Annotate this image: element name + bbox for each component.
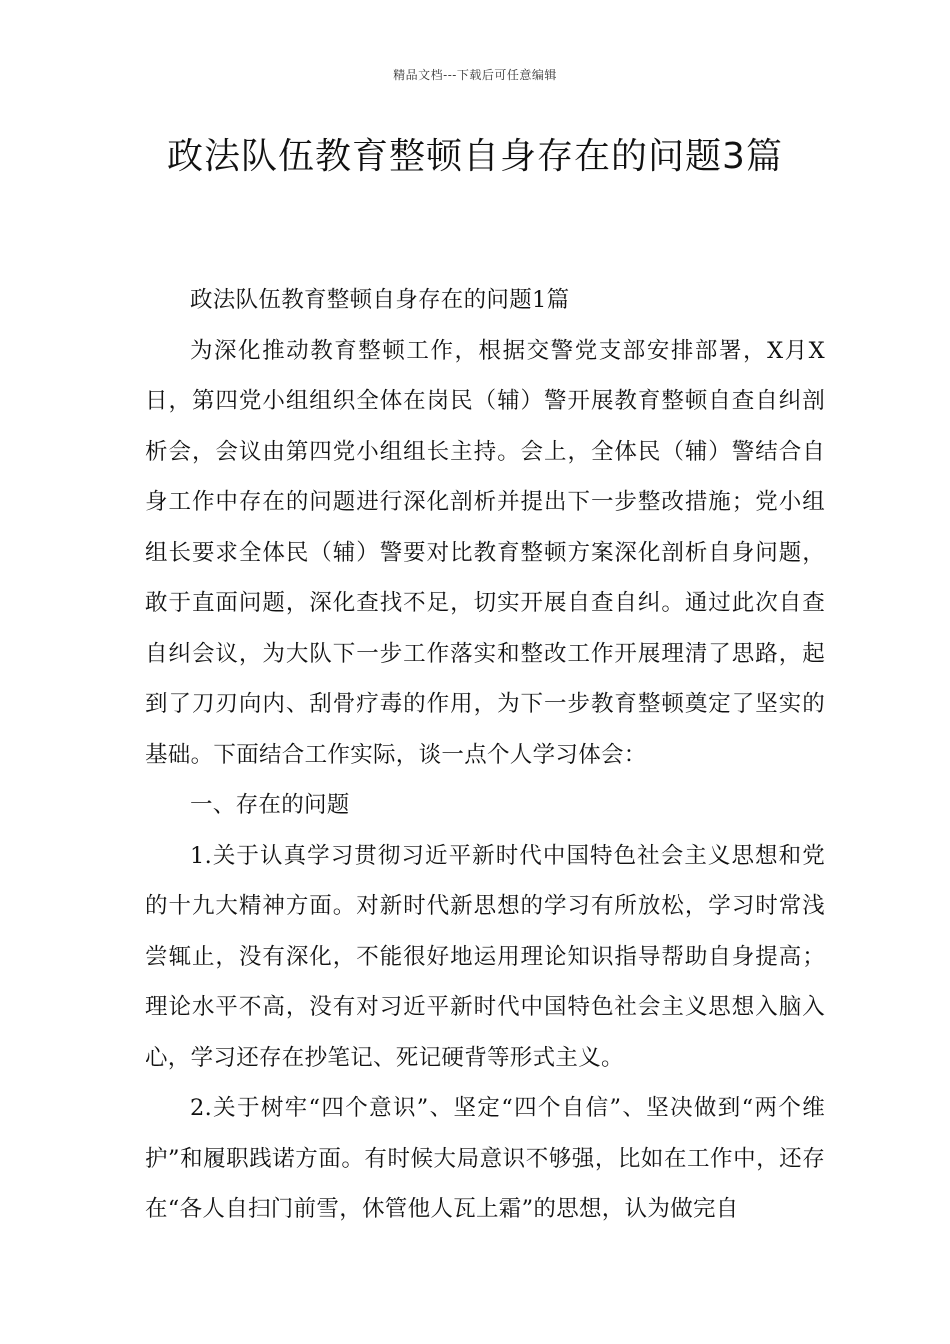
section-heading: 政法队伍教育整顿自身存在的问题1篇 — [190, 287, 570, 313]
body-paragraph: 2.关于树牢“四个意识”、坚定“四个自信”、坚决做到“两个维护”和履职践诺方面。有时候大局意识不够强，比如在工作中，还存在“各人自扫门前雪，休管他人瓦上霜”的思想，认为做完自 — [145, 1095, 825, 1222]
document-title: 政法队伍教育整顿自身存在的问题3篇 — [167, 136, 783, 177]
page-header: 精品文档---下载后可任意编辑 — [393, 68, 557, 82]
body-paragraph: 为深化推动教育整顿工作，根据交警党支部安排部署，X月X日，第四党小组组织全体在岗民（辅）警开展教育整顿自查自纠剖析会，会议由第四党小组组长主持。会上，全体民（辅）警结合自身工作中存在的问题进行深化剖析并提出下一步整改措施；党小组组长要求全体民（辅）警要对比教育整顿方案深化剖析自身问题，敢于直面问题，深化查找不足，切实开展自查自纠。通过此次自查自纠会议，为大队下一步工作落实和整改工作开展理清了思路，起到了刀刃向内、刮骨疗毒的作用，为下一步教育整顿奠定了坚实的基础。下面结合工作实际，谈一点个人学习体会： — [145, 337, 825, 768]
section-heading: 一、存在的问题 — [190, 792, 350, 818]
body-paragraph: 1.关于认真学习贯彻习近平新时代中国特色社会主义思想和党的十九大精神方面。对新时代新思想的学习有所放松，学习时常浅尝辄止，没有深化，不能很好地运用理论知识指导帮助自身提高；理论水平不高，没有对习近平新时代中国特色社会主义思想入脑入心，学习还存在抄笔记、死记硬背等形式主义。 — [145, 842, 825, 1071]
document-body — [145, 275, 825, 1235]
